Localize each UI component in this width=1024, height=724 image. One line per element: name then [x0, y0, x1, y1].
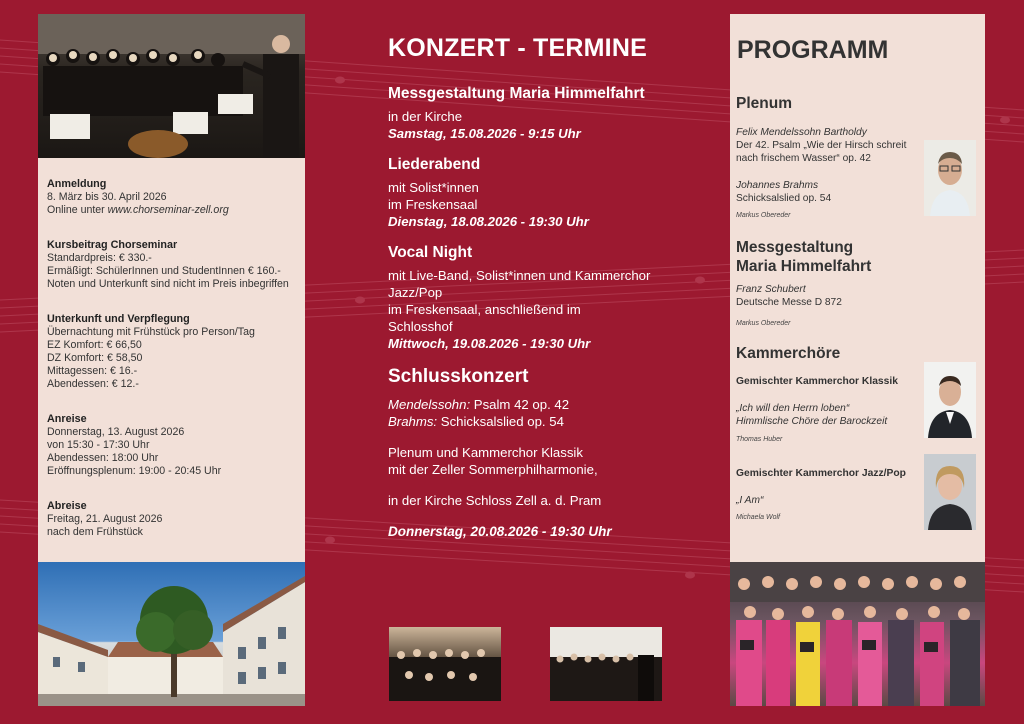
- final-performers: mit der Zeller Sommerphilharmonie,: [388, 462, 598, 477]
- final-venue: in der Kirche Schloss Zell a. d. Pram: [388, 493, 602, 508]
- piece-name: Schicksalslied op. 54: [437, 414, 564, 429]
- fee-note: Noten und Unterkunft sind nicht im Preis inbegriffen: [47, 278, 289, 290]
- piece-name: Der 42. Psalm „Wie der Hirsch schreit: [736, 140, 907, 151]
- piece-name: „I Am“: [736, 495, 764, 506]
- choir-jazz-works: [736, 494, 763, 507]
- mass-works: [736, 283, 842, 309]
- final-date: Donnerstag, 20.08.2026 - 19:30 Uhr: [388, 524, 612, 539]
- plenum-works: [736, 126, 906, 205]
- accommodation-heading: Unterkunft und Verpflegung: [47, 313, 190, 325]
- event-desc: Schlosshof: [388, 319, 453, 334]
- departure-line: nach dem Frühstück: [47, 526, 143, 538]
- program-title: PROGRAMM: [737, 36, 889, 64]
- departure-line: Freitag, 21. August 2026: [47, 513, 163, 525]
- event-desc: in der Kirche: [388, 109, 463, 124]
- accommodation-line: DZ Komfort: € 58,50: [47, 352, 143, 364]
- conductor-portrait-photo: [924, 362, 976, 438]
- registration-online: [47, 204, 302, 217]
- final-work-1: [388, 396, 678, 413]
- conductor-credit: Markus Obereder: [736, 320, 791, 327]
- piece-name: Deutsche Messe D 872: [736, 297, 842, 308]
- chamber-choirs-heading: Kammerchöre: [736, 345, 841, 362]
- event-song-recital: [388, 156, 678, 230]
- event-desc: im Freskensaal, anschließend im: [388, 302, 581, 317]
- mass-heading: [736, 238, 871, 276]
- info-panel: [38, 14, 305, 706]
- final-performers: Plenum und Kammerchor Klassik: [388, 445, 583, 460]
- event-title: Liederabend: [388, 156, 481, 173]
- conductor-portrait-photo: [924, 140, 976, 216]
- fee-standard: Standardpreis: € 330.-: [47, 252, 152, 264]
- composer-name: Felix Mendelssohn Bartholdy: [736, 127, 867, 138]
- choir-classic-works: [736, 402, 887, 428]
- final-work-2: [388, 413, 678, 430]
- event-desc: mit Solist*innen: [388, 180, 479, 195]
- arrival-block: [47, 413, 302, 478]
- fee-reduced: Ermäßigt: SchülerInnen und StudentInnen € 160.-: [47, 265, 281, 277]
- orchestra-photo: [38, 14, 305, 158]
- event-desc: mit Live-Band, Solist*innen und Kammerchor: [388, 268, 651, 283]
- conductor-credit: Markus Obereder: [736, 212, 791, 219]
- fee-heading: Kursbeitrag Chorseminar: [47, 239, 178, 251]
- concert-dates-title: KONZERT - TERMINE: [388, 34, 647, 62]
- conductor-credit: Michaela Wolf: [736, 514, 780, 521]
- mass-heading-line: Maria Himmelfahrt: [736, 258, 872, 275]
- online-prefix: Online unter: [47, 204, 108, 216]
- website-link[interactable]: www.chorseminar-zell.org: [107, 204, 229, 216]
- event-date: Dienstag, 18.08.2026 - 19:30 Uhr: [388, 214, 589, 229]
- event-mass: [388, 85, 678, 142]
- arrival-line: Eröffnungsplenum: 19:00 - 20:45 Uhr: [47, 465, 222, 477]
- conductor-credit: Thomas Huber: [736, 436, 783, 443]
- departure-heading: Abreise: [47, 500, 87, 512]
- conductor-portrait-photo: [924, 454, 976, 530]
- composer-name: Johannes Brahms: [736, 180, 819, 191]
- courtyard-photo: [38, 562, 305, 706]
- accommodation-line: Abendessen: € 12.-: [47, 378, 139, 390]
- fee-block: [47, 239, 302, 291]
- final-concert: [388, 366, 678, 540]
- event-desc: Jazz/Pop: [388, 285, 443, 300]
- composer-name: Franz Schubert: [736, 284, 806, 295]
- event-title: Messgestaltung Maria Himmelfahrt: [388, 85, 645, 102]
- piece-name: „Ich will den Herrn loben“: [736, 403, 850, 414]
- composer-name: Mendelssohn:: [388, 397, 471, 412]
- piece-name: Himmlische Chöre der Barockzeit: [736, 416, 888, 427]
- event-date: Mittwoch, 19.08.2026 - 19:30 Uhr: [388, 336, 591, 351]
- program-panel: [730, 14, 985, 562]
- event-title: Vocal Night: [388, 244, 473, 261]
- choir-jazz-name: Gemischter Kammerchor Jazz/Pop: [736, 468, 906, 479]
- orchestra-thumbnail-photo: [550, 627, 662, 701]
- accommodation-line: Übernachtung mit Frühstück pro Person/Tag: [47, 326, 255, 338]
- piece-name: nach frischem Wasser“ op. 42: [736, 153, 871, 164]
- event-date: Samstag, 15.08.2026 - 9:15 Uhr: [388, 126, 581, 141]
- registration-block: [47, 178, 302, 217]
- arrival-line: Abendessen: 18:00 Uhr: [47, 452, 159, 464]
- departure-block: [47, 500, 302, 539]
- choir-classic-name: Gemischter Kammerchor Klassik: [736, 376, 898, 387]
- final-concert-title: Schlusskonzert: [388, 366, 529, 387]
- event-desc: im Freskensaal: [388, 197, 478, 212]
- composer-name: Brahms:: [388, 414, 438, 429]
- arrival-heading: Anreise: [47, 413, 87, 425]
- accommodation-line: EZ Komfort: € 66,50: [47, 339, 142, 351]
- accommodation-line: Mittagessen: € 16.-: [47, 365, 138, 377]
- mass-heading-line: Messgestaltung: [736, 239, 854, 256]
- arrival-line: von 15:30 - 17:30 Uhr: [47, 439, 150, 451]
- event-vocal-night: [388, 244, 678, 352]
- choir-thumbnail-photo: [389, 627, 501, 701]
- piece-name: Schicksalslied op. 54: [736, 193, 832, 204]
- piece-name: Psalm 42 op. 42: [470, 397, 570, 412]
- plenum-heading: Plenum: [736, 95, 792, 112]
- choir-group-photo: [730, 562, 985, 706]
- registration-heading: Anmeldung: [47, 178, 107, 190]
- accommodation-block: [47, 313, 302, 391]
- info-list: [47, 178, 302, 561]
- concert-dates-section: [388, 34, 678, 540]
- arrival-line: Donnerstag, 13. August 2026: [47, 426, 185, 438]
- registration-dates: 8. März bis 30. April 2026: [47, 191, 167, 203]
